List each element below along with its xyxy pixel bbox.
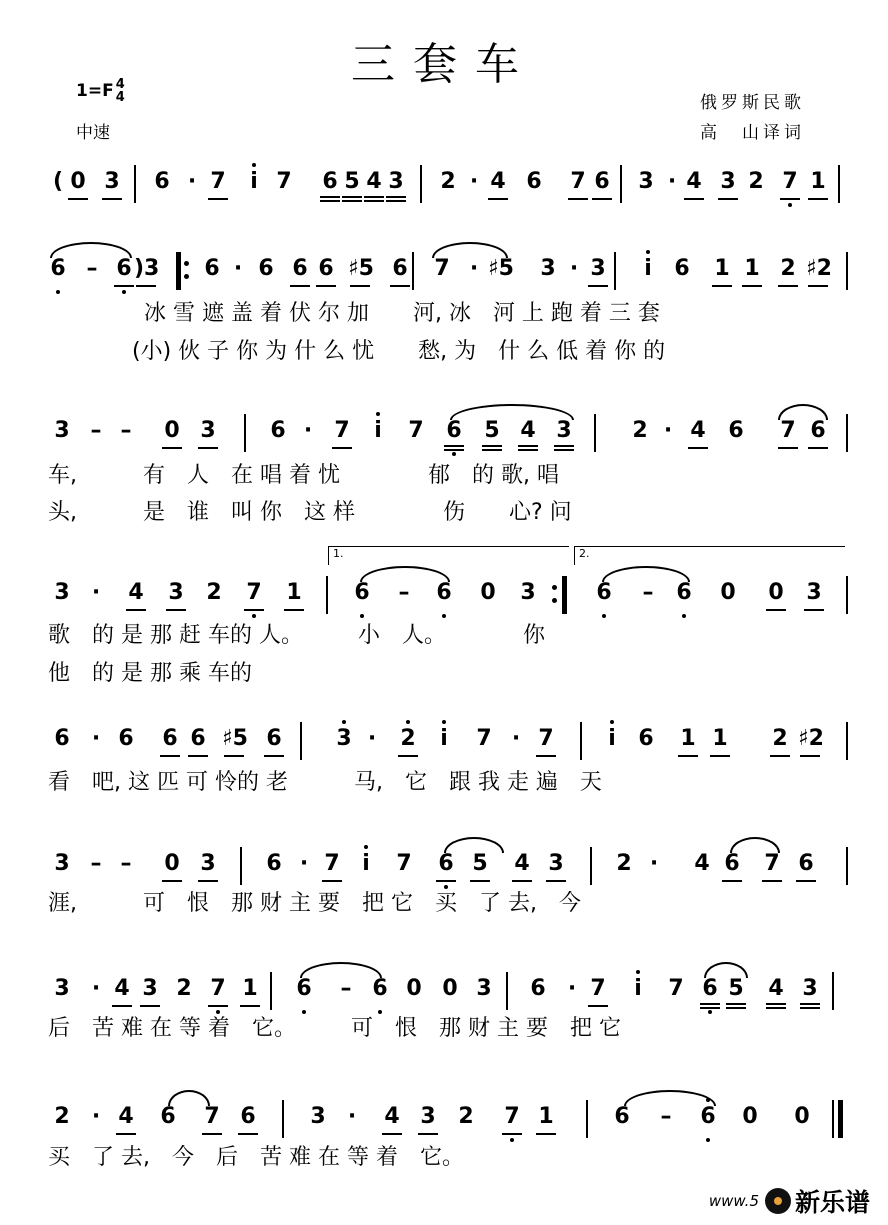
note: 1	[282, 580, 306, 606]
note: –	[90, 418, 102, 443]
note: 3	[716, 169, 740, 195]
note: 0	[742, 1104, 758, 1129]
high-octave-dot	[646, 250, 650, 254]
note: 6	[794, 851, 818, 877]
notation-row	[0, 970, 888, 1010]
note: 4	[516, 418, 540, 444]
note: 5	[724, 976, 748, 1002]
notation-row	[0, 163, 888, 203]
note: 6	[186, 726, 210, 752]
note: 7	[566, 169, 590, 195]
note: ·	[347, 1104, 357, 1129]
slur-arc	[300, 962, 382, 978]
note: 4	[764, 976, 788, 1002]
note: )3	[134, 256, 160, 281]
note: –	[86, 256, 98, 281]
note: i	[366, 418, 390, 444]
note: 1	[708, 726, 732, 752]
note: 7	[200, 1104, 224, 1130]
note: –	[660, 1104, 672, 1129]
watermark	[709, 1183, 870, 1219]
note: ·	[367, 726, 377, 751]
note: 4	[362, 169, 386, 195]
note: 6	[728, 418, 744, 443]
note: –	[120, 418, 132, 443]
note: 2	[206, 580, 222, 605]
note: 0	[794, 1104, 810, 1129]
barline	[506, 972, 508, 1010]
note: 4	[124, 580, 148, 606]
note: 6	[434, 851, 458, 877]
note: 6	[54, 726, 70, 751]
barline	[846, 252, 848, 290]
slur-arc	[444, 837, 504, 853]
notation-row	[0, 1098, 888, 1138]
note: 4	[114, 1104, 138, 1130]
barline	[832, 972, 834, 1010]
note: ·	[667, 169, 677, 194]
note: 6	[266, 851, 282, 876]
note: 6	[270, 418, 286, 443]
high-octave-dot	[376, 412, 380, 416]
slur-arc	[360, 566, 450, 582]
note: 6	[350, 580, 374, 606]
note: 3	[476, 976, 492, 1001]
note: 2	[768, 726, 792, 752]
lyric-text: 看 吧, 这 匹 可 怜的 老 马, 它 跟 我 走 遍 天	[48, 770, 602, 795]
note: 3	[164, 580, 188, 606]
note: ·	[469, 256, 479, 281]
note: 2	[458, 1104, 474, 1129]
note: 3	[196, 851, 220, 877]
note: 0	[720, 580, 736, 605]
notation-row	[0, 720, 888, 760]
note: 4	[682, 169, 706, 195]
note: i	[626, 976, 650, 1002]
note: ·	[91, 580, 101, 605]
lyric-text: (小) 伙 子 你 为 什 么 忧 愁, 为 什 么 低 着 你 的	[132, 339, 666, 364]
note: 2	[54, 1104, 70, 1129]
note: 6	[614, 1104, 630, 1129]
note: 2	[440, 169, 456, 194]
note: 3	[196, 418, 220, 444]
barline	[586, 1100, 588, 1138]
note: 2	[616, 851, 632, 876]
note: 7	[396, 851, 412, 876]
note: 6	[526, 169, 542, 194]
note: 3	[416, 1104, 440, 1130]
note: 7	[668, 976, 684, 1001]
lyric-line	[0, 495, 888, 525]
barline	[326, 576, 328, 614]
note: 1	[710, 256, 734, 282]
note: 7	[476, 726, 492, 751]
low-octave-dot	[122, 290, 126, 294]
note: 6	[638, 726, 654, 751]
note: 7	[206, 976, 230, 1002]
key-signature	[76, 78, 125, 104]
barline	[846, 722, 848, 760]
lyric-line	[0, 1140, 888, 1170]
note: 0	[160, 851, 184, 877]
time-bottom: 4	[115, 90, 125, 105]
barline	[846, 414, 848, 452]
note: 7	[330, 418, 354, 444]
note: 6	[672, 580, 696, 606]
note: 3	[54, 976, 70, 1001]
note: 0	[406, 976, 422, 1001]
record-disc-icon	[765, 1188, 791, 1214]
note: ·	[567, 976, 577, 1001]
note: 3	[332, 726, 356, 752]
lyric-line	[0, 656, 888, 686]
note: 6	[590, 169, 614, 195]
note: i	[432, 726, 456, 752]
note: i	[354, 851, 378, 877]
note: –	[398, 580, 410, 605]
lyric-text: 车, 有 人 在 唱 着 忧 郁 的 歌, 唱	[48, 463, 559, 488]
note: i	[636, 256, 660, 282]
note: 6	[592, 580, 616, 606]
barline	[832, 1100, 834, 1138]
note: 2	[748, 169, 764, 194]
volta-first-ending: 1.	[328, 546, 569, 565]
slur-arc	[50, 242, 132, 258]
note: 6	[720, 851, 744, 877]
note: ♯5	[222, 726, 248, 751]
note: 1	[534, 1104, 558, 1130]
watermark-brand: 新乐谱	[794, 1188, 870, 1217]
tempo-marking: 中速	[76, 123, 110, 143]
note: 1	[676, 726, 700, 752]
lyric-text: 冰 雪 遮 盖 着 伏 尔 加 河, 冰 河 上 跑 着 三 套	[144, 301, 660, 326]
slur-arc	[624, 1090, 716, 1106]
low-octave-dot	[452, 452, 456, 456]
barline	[134, 165, 136, 203]
note: 5	[468, 851, 492, 877]
note: 6	[118, 726, 134, 751]
note: –	[120, 851, 132, 876]
note: 7	[408, 418, 424, 443]
note: ·	[91, 976, 101, 1001]
barline	[270, 972, 272, 1010]
barline	[240, 847, 242, 885]
lyric-line	[0, 458, 888, 488]
high-octave-dot	[610, 720, 614, 724]
barline	[838, 165, 840, 203]
note: 4	[510, 851, 534, 877]
note: 6	[368, 976, 392, 1002]
note: –	[340, 976, 352, 1001]
lyric-text: 头, 是 谁 叫 你 这 样 伤 心? 问	[48, 500, 572, 525]
note: ·	[187, 169, 197, 194]
note: 1	[806, 169, 830, 195]
barline	[620, 165, 622, 203]
note: 7	[434, 256, 450, 281]
note: 5	[340, 169, 364, 195]
note: ·	[569, 256, 579, 281]
song-title: 三套车	[351, 39, 537, 90]
note: 6	[432, 580, 456, 606]
note: 0	[442, 976, 458, 1001]
note: ·	[91, 726, 101, 751]
barline	[580, 722, 582, 760]
note: 6	[288, 256, 312, 282]
note: 1	[238, 976, 262, 1002]
barline	[590, 847, 592, 885]
lyric-line	[0, 1011, 888, 1041]
note: ·	[511, 726, 521, 751]
note: 3	[384, 169, 408, 195]
lyric-line	[0, 618, 888, 648]
note: 7	[776, 418, 800, 444]
barline	[562, 576, 567, 614]
note: 3	[552, 418, 576, 444]
note: 7	[276, 169, 292, 194]
note: 2	[632, 418, 648, 443]
lyric-text: 歌 的 是 那 赶 车的 人。 小 人。 你	[48, 623, 545, 648]
note: 6	[530, 976, 546, 1001]
note: ·	[233, 256, 243, 281]
note: ·	[649, 851, 659, 876]
lyric-line	[0, 334, 888, 364]
note: 3	[54, 851, 70, 876]
barline	[300, 722, 302, 760]
note: 6	[292, 976, 316, 1002]
translator-credit: 高 山译词	[700, 123, 805, 143]
note: 3	[802, 580, 826, 606]
high-octave-dot	[342, 720, 346, 724]
note: 3	[520, 580, 536, 605]
watermark-site: www.5	[708, 1192, 759, 1210]
barline	[412, 252, 414, 290]
repeat-dots	[184, 252, 190, 290]
note: ♯5	[348, 256, 374, 281]
note: 7	[778, 169, 802, 195]
barline	[244, 414, 246, 452]
high-octave-dot	[252, 163, 256, 167]
key-label: 1=F	[76, 81, 114, 101]
note: 7	[760, 851, 784, 877]
slur-arc	[450, 404, 574, 420]
note: 6	[262, 726, 286, 752]
note: ·	[469, 169, 479, 194]
note: 3	[544, 851, 568, 877]
note: 0	[764, 580, 788, 606]
note: 6	[258, 256, 274, 281]
note: 6	[442, 418, 466, 444]
note: 6	[388, 256, 412, 282]
slur-arc	[704, 962, 748, 978]
note: ♯2	[806, 256, 832, 281]
slur-arc	[602, 566, 690, 582]
note: 2	[176, 976, 192, 1001]
note: 6	[154, 169, 170, 194]
note: 7	[320, 851, 344, 877]
slur-arc	[432, 242, 508, 258]
barline	[846, 576, 848, 614]
barline	[838, 1100, 843, 1138]
note: 3	[540, 256, 556, 281]
note: 4	[380, 1104, 404, 1130]
note: 0	[160, 418, 184, 444]
note: 2	[776, 256, 800, 282]
note: 3	[54, 580, 70, 605]
notation-row	[0, 845, 888, 885]
note: 7	[206, 169, 230, 195]
barline	[614, 252, 616, 290]
lyric-text: 涯, 可 恨 那 财 主 要 把 它 买 了 去, 今	[48, 891, 581, 916]
time-signature	[116, 78, 125, 104]
note: 0	[66, 169, 90, 195]
note: (	[52, 169, 64, 194]
note: 6	[698, 976, 722, 1002]
note: ♯5	[488, 256, 514, 281]
note: 6	[314, 256, 338, 282]
note: 0	[480, 580, 496, 605]
note: 6	[46, 256, 70, 282]
note: 6	[204, 256, 220, 281]
note: ·	[663, 418, 673, 443]
note: 7	[534, 726, 558, 752]
slur-arc	[778, 404, 828, 420]
high-octave-dot	[364, 845, 368, 849]
note: 7	[242, 580, 266, 606]
note: 6	[318, 169, 342, 195]
note: i	[242, 169, 266, 195]
lyric-text: 后 苦 难 在 等 着 它。 可 恨 那 财 主 要 把 它	[48, 1016, 621, 1041]
note: 3	[54, 418, 70, 443]
note: 4	[486, 169, 510, 195]
barline	[594, 414, 596, 452]
low-octave-dot	[788, 203, 792, 207]
barline	[420, 165, 422, 203]
high-octave-dot	[406, 720, 410, 724]
note: 3	[586, 256, 610, 282]
low-octave-dot	[56, 290, 60, 294]
note: ·	[91, 1104, 101, 1129]
lyric-line	[0, 886, 888, 916]
barline	[282, 1100, 284, 1138]
notation-row	[0, 574, 888, 614]
barline	[176, 252, 181, 290]
note: 7	[500, 1104, 524, 1130]
high-octave-dot	[442, 720, 446, 724]
note: 6	[806, 418, 830, 444]
note: 3	[638, 169, 654, 194]
slur-arc	[730, 837, 780, 853]
note: 3	[798, 976, 822, 1002]
repeat-dots	[552, 576, 558, 614]
note: 3	[138, 976, 162, 1002]
high-octave-dot	[636, 970, 640, 974]
note: 3	[100, 169, 124, 195]
barline	[846, 847, 848, 885]
note: 7	[586, 976, 610, 1002]
note: ♯2	[798, 726, 824, 751]
note: 6	[236, 1104, 260, 1130]
song-origin: 俄罗斯民歌	[700, 93, 805, 113]
note: 2	[396, 726, 420, 752]
notation-row	[0, 412, 888, 452]
note: 6	[674, 256, 690, 281]
note: 1	[740, 256, 764, 282]
note: 3	[310, 1104, 326, 1129]
note: 6	[112, 256, 136, 282]
note: 4	[686, 418, 710, 444]
note: 6	[696, 1104, 720, 1130]
lyric-text: 他 的 是 那 乘 车的	[48, 661, 252, 686]
note: 6	[160, 1104, 176, 1129]
lyric-line	[0, 296, 888, 326]
note: ·	[303, 418, 313, 443]
lyric-line	[0, 765, 888, 795]
time-top: 4	[115, 77, 125, 92]
note: –	[642, 580, 654, 605]
note: i	[600, 726, 624, 752]
note: ·	[299, 851, 309, 876]
note: 4	[110, 976, 134, 1002]
volta-second-ending: 2.	[574, 546, 845, 565]
note: –	[90, 851, 102, 876]
note: 4	[694, 851, 710, 876]
note: 5	[480, 418, 504, 444]
slur-arc	[168, 1090, 210, 1106]
notation-row	[0, 250, 888, 290]
note: 6	[158, 726, 182, 752]
lyric-text: 买 了 去, 今 后 苦 难 在 等 着 它。	[48, 1145, 464, 1170]
